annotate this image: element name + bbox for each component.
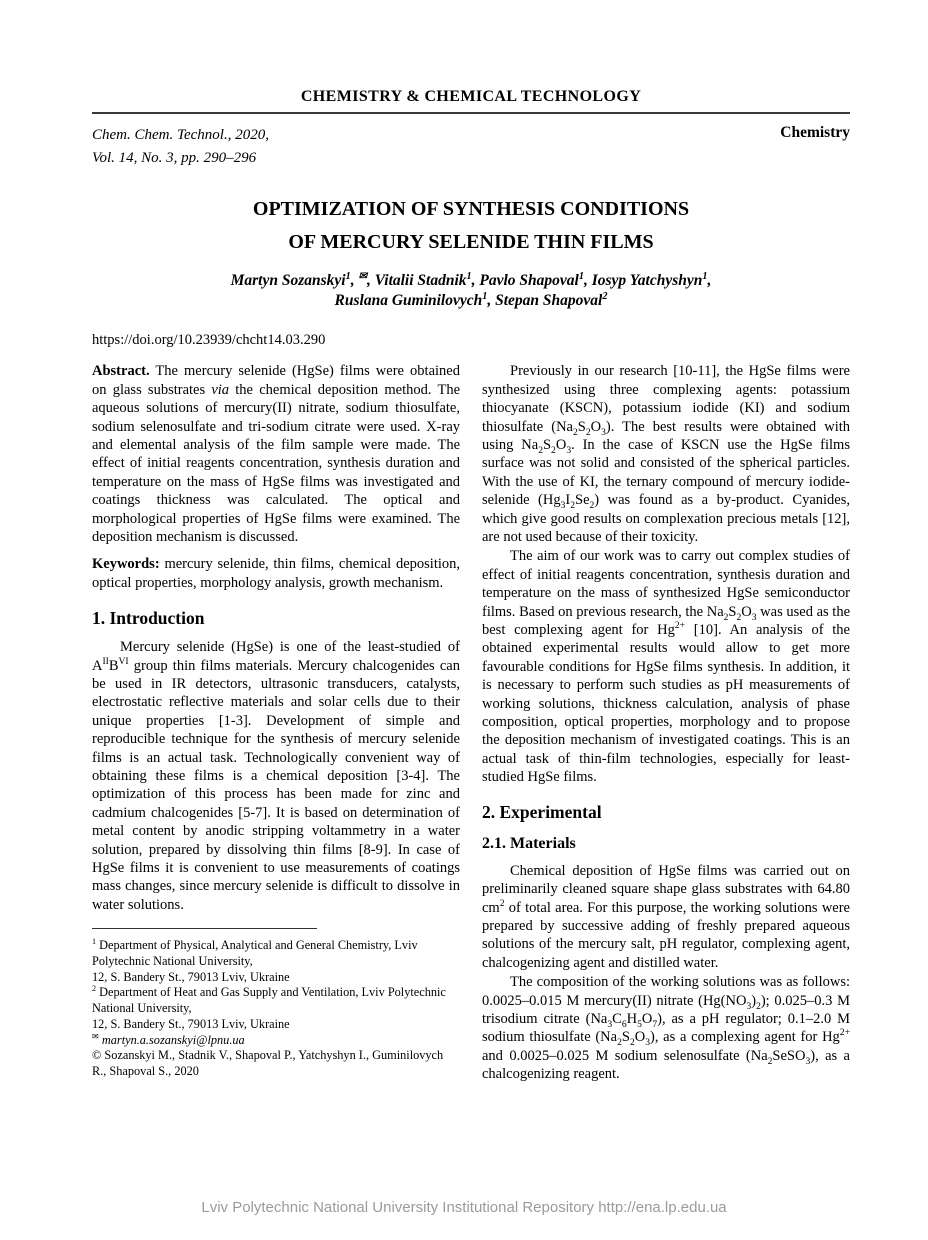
keywords-paragraph — [92, 555, 460, 592]
journal-name: CHEMISTRY & CHEMICAL TECHNOLOGY — [300, 88, 642, 105]
author-line-1: Martyn Sozanskyi$^1$, ✉, Vitalii Stadnik$^1$, Pavlo Shapoval$^1$, Iosyp Yatchyshyn$^1$, — [230, 270, 712, 289]
footnote-copyright: © Sozanskyi M., Stadnik V., Shapoval P., Yatchyshyn I., Guminilovych R., Shapoval S., 2020 — [92, 1048, 444, 1079]
keywords-text: mercury selenide, thin films, chemical deposition, optical properties, morphology analysis, growth mechanism. — [92, 556, 460, 591]
abstract-text: The mercury selenide (HgSe) films were obtained on glass substrates via the chemical deposition method. The aqueous solutions of mercury(II) nitrate, sodium thiosulfate, sodium selenosulfate and tri-sodium citrate were used. X-ray and elemental analysis of the film sample were made. The effect of initial reagents concentration, synthesis duration and temperature on the mass of HgSe films was investigated and coatings thickness was calculated. The optical and morphological properties of HgSe films were examined. The deposition mechanism is discussed. — [92, 363, 461, 545]
article-title-line-2: OF MERCURY SELENIDE THIN FILMS — [288, 231, 654, 253]
abstract-label: Abstract. — [92, 363, 150, 380]
intro-paragraph-3: The aim of our work was to carry out complex studies of effect of initial reagents concentration, synthesis duration and temperature on the mass of synthesized HgSe semiconductor films. Based on previous research, the $Na_2S_2O_3$ was used as the best complexing agent for $Hg^{2+}$ [10]. An analysis of the obtained experimental results would allow to get more favourable conditions for HgSe films synthesis. In addition, it is necessary to perform such studies as pH measurements of working solutions, thickness calculation, analysis of phase composition, optical properties, morphology and to propose the deposition mechanism of investigated coatings. This is an actual task of thin-film technologies, especially for least-studied HgSe films. — [482, 548, 850, 786]
footnote-affiliation-2: $^2$ Department of Heat and Gas Supply and Ventilation, Lviv Polytechnic National University, — [92, 984, 446, 1016]
footnote-address-1: 12, S. Bandery St., 79013 Lviv, Ukraine — [92, 969, 290, 984]
footnote-address-2: 12, S. Bandery St., 79013 Lviv, Ukraine — [92, 1016, 290, 1031]
citation-line-1: Chem. Chem. Technol., 2020, — [92, 127, 269, 143]
header-rule — [92, 112, 850, 114]
footnote-affiliation-1: $^1$ Department of Physical, Analytical and General Chemistry, Lviv Polytechnic National University, — [92, 937, 418, 968]
footnotes-block — [92, 938, 460, 1080]
doi-link[interactable]: https://doi.org/10.23939/chcht14.03.290 — [92, 332, 326, 349]
intro-paragraph-2: Previously in our research [10-11], the HgSe films were synthesized using three complexing agents: potassium thiocyanate (KSCN), potassium iodide (KI) and sodium thiosulfate $(Na_2S_2O_3)$. The best results were obtained with using $Na_2S_2O_3$. In the case of KSCN use the HgSe films surface was not solid and consisted of the spherical particles. With the use of KI, the ternary compound of mercury iodide-selenide $(Hg_3I_2Se_2)$ was found as a by-product. Cyanides, which give good results on complexation precious metals [12], are not used because of their toxicity. — [482, 363, 851, 545]
two-column-body — [92, 362, 850, 1083]
section-label: Chemistry — [780, 124, 850, 141]
section-heading-experimental: 2. Experimental — [482, 801, 602, 822]
section-heading-introduction: 1. Introduction — [92, 608, 205, 629]
author-list — [92, 271, 850, 311]
article-title — [92, 193, 850, 259]
citation-line-2: Vol. 14, No. 3, pp. 290–296 — [92, 149, 257, 166]
subsection-heading-materials: 2.1. Materials — [482, 834, 576, 852]
abstract-paragraph — [92, 362, 460, 546]
repository-watermark: Lviv Polytechnic National University Institutional Repository http://ena.lp.edu.ua — [201, 1199, 727, 1216]
journal-info-row — [92, 124, 850, 169]
citation-info — [92, 124, 269, 169]
right-column — [482, 362, 850, 1083]
keywords-label: Keywords: — [92, 556, 160, 573]
author-line-2: Ruslana Guminilovych$^1$, Stepan Shapoval$^2$ — [334, 290, 608, 310]
materials-paragraph-1: Chemical deposition of HgSe films was carried out on preliminarily cleaned square shape glass substrates with 64.80 $cm^2$ of total area. For this purpose, the working solutions were prepared by successive adding of freshly prepared aqueous solutions of the mercury salt, pH regulator, complexing agent, chalcogenizing agent and distilled water. — [482, 862, 850, 971]
article-title-line-1: OPTIMIZATION OF SYNTHESIS CONDITIONS — [252, 198, 690, 220]
intro-paragraph-1: Mercury selenide (HgSe) is one of the least-studied of $A^{II}B^{VI}$ group thin films materials. Mercury chalcogenides can be used in IR detectors, ultrasonic transducers, catalysts, electrostatic reflective materials and solar cells due to their unique properties [1-3]. Development of simple and reproducible technique for the synthesis of mercury selenide films is an actual task. Technologically convenient way of obtaining these films is a chemical deposition [3-4]. The optimization of this process has been made for zinc and cadmium chalcogenides [5-7]. It is based on determination of metal content by anodic stripping voltammetry in a water solution, prepared by dissolving thin films [8-9]. In case of HgSe films it is convenient to use measurements of coatings mass changes, since mercury selenide is difficult to dissolve in water solutions. — [92, 639, 460, 913]
left-column — [92, 362, 460, 1083]
materials-paragraph-2: The composition of the working solutions was as follows: 0.0025–0.015 M mercury(II) nitrate $(Hg(NO_3)_2)$; 0.025–0.3 M trisodium citrate $(Na_3C_6H_5O_7)$, as a pH regulator; 0.1–2.0 M sodium thiosulfate $(Na_2S_2O_3)$, as a complexing agent for $Hg^{2+}$ and 0.0025–0.025 M sodium selenosulfate $(Na_2SeSO_3)$, as a chalcogenizing reagent. — [482, 974, 850, 1083]
footnote-rule — [92, 928, 317, 929]
footnote-email[interactable]: ✉ martyn.a.sozanskyi@lpnu.ua — [92, 1031, 245, 1047]
